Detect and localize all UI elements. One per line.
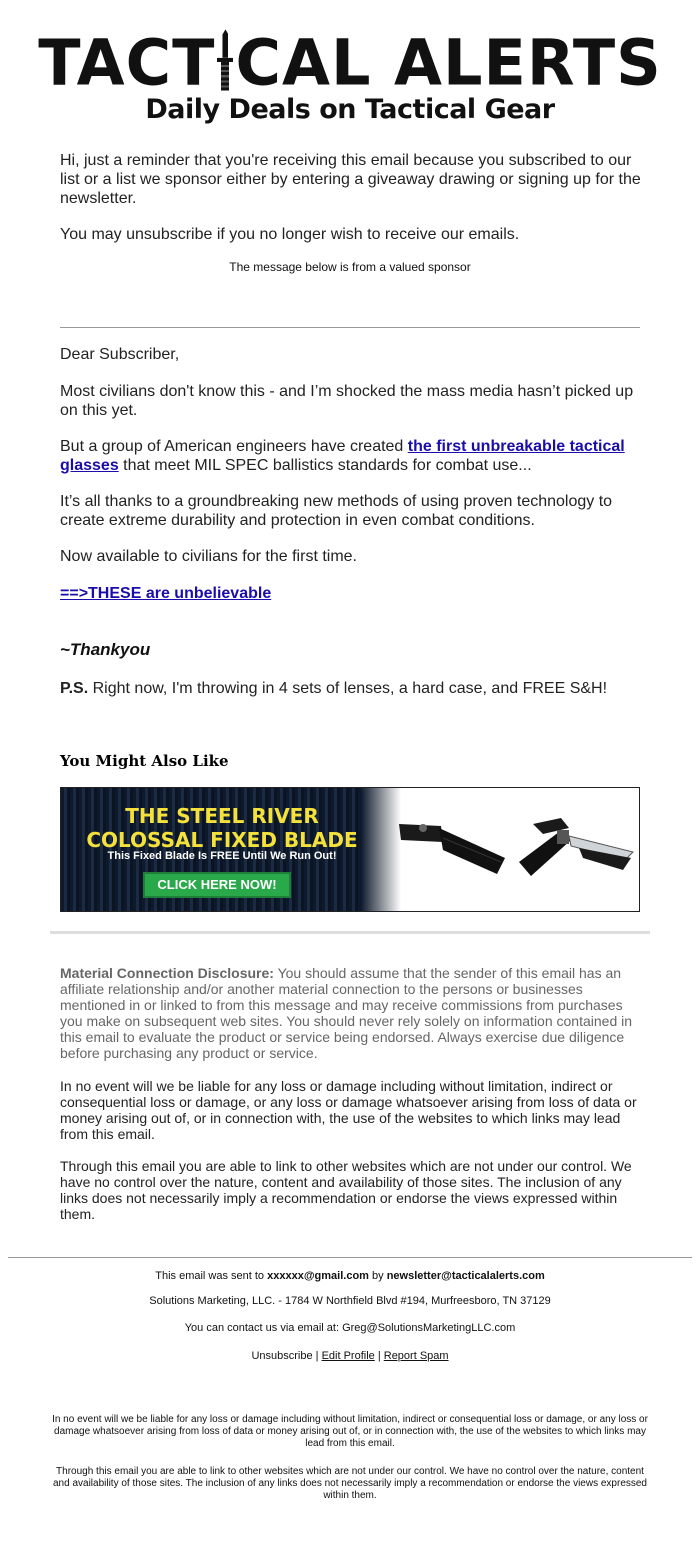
liability-paragraph: In no event will we be liable for any loss or damage including without limitation, indirect or consequential loss or damage, or any loss or damage whatsoever arising from loss of data or money arising out of, or in connection with, the use of the websites to which links may lead from this email. [60, 1078, 637, 1142]
banner-line-1: THE STEEL RIVER [125, 804, 319, 828]
sender-email: newsletter@tacticalalerts.com [386, 1270, 545, 1282]
logo-title [0, 25, 700, 100]
sent-to-line: This email was sent to xxxxxx@gmail.com by newsletter@tacticalalerts.com [155, 1270, 545, 1282]
report-spam-link[interactable]: Report Spam [383, 1350, 449, 1362]
banner-tagline: This Fixed Blade Is FREE Until We Run Out! [107, 850, 337, 862]
logo-title-right: CAL ALERTS [235, 25, 662, 100]
glasses-link[interactable]: the first unbreakable tactical glasses [60, 438, 625, 474]
ps-paragraph: P.S. Right now, I'm throwing in 4 sets of lenses, a hard case, and FREE S&H! [60, 680, 608, 697]
intro-paragraph: Hi, just a reminder that you're receiving this email because you subscribed to our list or a list we sponsor either by entering a giveaway drawing or signing up for the newsletter. [60, 152, 641, 207]
sponsor-banner[interactable] [60, 787, 640, 912]
greeting: Dear Subscriber, [60, 346, 180, 363]
cta-link[interactable]: ==>THESE are unbelievable [60, 585, 272, 602]
logo-subtitle: Daily Deals on Tactical Gear [145, 94, 555, 125]
message-paragraph-3: It’s all thanks to a groundbreaking new methods of using proven technology to create extreme durability and protection in even combat conditions. [60, 493, 613, 529]
footer-external-links: Through this email you are able to link to other websites which are not under our control. We have no control over the nature, content and availability of those sites. The inclusion of any links does not necessarily imply a recommendation or endorse the views expressed within them. [52, 1466, 647, 1501]
ps-label: P.S. [60, 680, 89, 697]
banner-cta-button[interactable]: CLICK HERE NOW! [143, 872, 291, 898]
message-paragraph-4: Now available to civilians for the first time. [60, 548, 357, 565]
external-links-paragraph: Through this email you are able to link to other websites which are not under our control. We have no control over the nature, content and availability of those sites. The inclusion of any links does not necessarily imply a recommendation or endorse the views expressed within them. [60, 1158, 632, 1222]
banner-line-2: COLOSSAL FIXED BLADE [86, 828, 358, 852]
contact-line: You can contact us via email at: Greg@SolutionsMarketingLLC.com [184, 1322, 516, 1334]
sponsor-note: The message below is from a valued sponsor [229, 260, 471, 274]
disclosure-label: Material Connection Disclosure: [60, 965, 274, 981]
knife-icon [217, 29, 233, 92]
disclosure-paragraph: Material Connection Disclosure: You should assume that the sender of this email has an affiliate relationship and/or another material connection to the persons or businesses mentioned in or linked to from this message and may receive commissions from purchases you make on subsequent web sites. You should never rely solely on information contained in this email to evaluate the product or service being endorsed. Always exercise due diligence before purchasing any product or service. [60, 965, 633, 1061]
sponsor-heading: You Might Also Like [60, 752, 229, 770]
unsubscribe-link[interactable]: Unsubscribe [251, 1350, 313, 1362]
recipient-email: xxxxxx@gmail.com [267, 1270, 369, 1282]
unsheathed-knife-icon [513, 818, 638, 883]
footer-links: Unsubscribe | Edit Profile | Report Spam [251, 1350, 449, 1362]
unsubscribe-note: You may unsubscribe if you no longer wish to receive our emails. [60, 226, 520, 243]
footer-liability: In no event will we be liable for any loss or damage including without limitation, indirect or consequential loss or damage, or any loss or damage whatsoever arising from loss of data or money arising out of, or in connection with, the use of the websites to which links may lead from this email. [52, 1414, 648, 1449]
company-address: Solutions Marketing, LLC. - 1784 W Northfield Blvd #194, Murfreesboro, TN 37129 [149, 1295, 551, 1307]
signoff: ~Thankyou [60, 640, 151, 659]
cta-link-wrap [60, 584, 645, 603]
divider [60, 327, 640, 328]
edit-profile-link[interactable]: Edit Profile [321, 1350, 375, 1362]
footer-divider [8, 1257, 692, 1258]
message-paragraph-1: Most civilians don't know this - and I’m shocked the mass media hasn’t picked up on this yet. [60, 383, 634, 419]
section-divider [50, 931, 650, 934]
logo-title-left: TACT [38, 25, 216, 100]
sheathed-knife-icon [393, 816, 513, 881]
message-paragraph-2: But a group of American engineers have created the first unbreakable tactical glasses that meet MIL SPEC ballistics standards for combat use... [60, 438, 625, 474]
